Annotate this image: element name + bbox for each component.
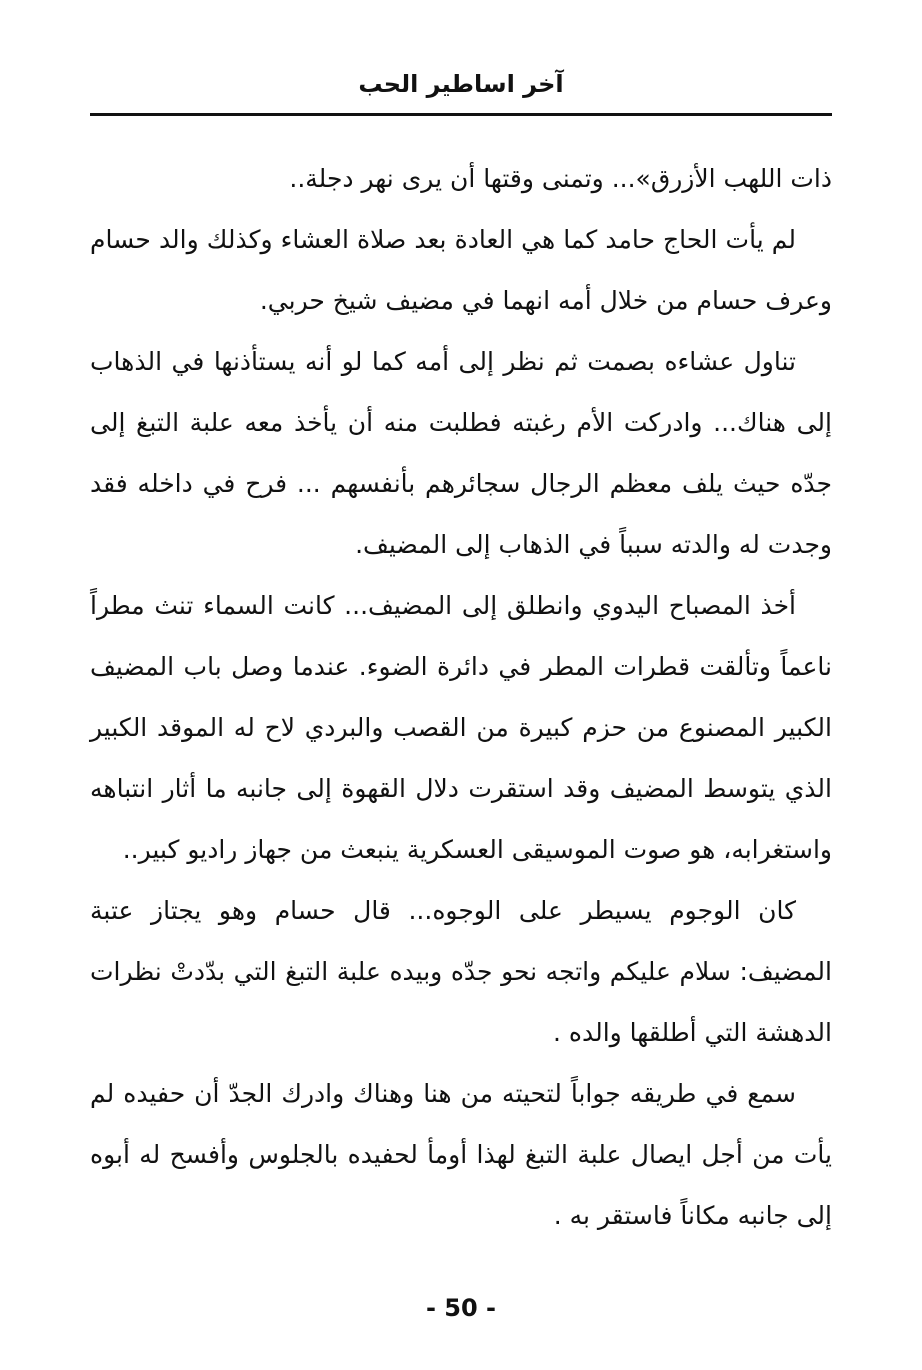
page-number: - 50 - bbox=[425, 1294, 497, 1322]
paragraph: لم يأت الحاج حامد كما هي العادة بعد صلاة العشاء وكذلك والد حسام وعرف حسام من خلال أمه انهما في مضيف شيخ حربي. bbox=[90, 225, 832, 315]
paragraph: ذات اللهب الأزرق»... وتمنى وقتها أن يرى نهر دجلة.. bbox=[289, 164, 832, 193]
paragraph: كان الوجوم يسيطر على الوجوه... قال حسام وهو يجتاز عتبة المضيف: سلام عليكم واتجه نحو جدّه وبيده علبة التبغ التي بدّدتْ نظرات الدهشة التي أطلقها والده . bbox=[90, 896, 832, 1047]
header-divider bbox=[90, 113, 832, 116]
paragraph: تناول عشاءه بصمت ثم نظر إلى أمه كما لو أنه يستأذنها في الذهاب إلى هناك... وادركت الأم رغبته فطلبت منه أن يأخذ معه علبة التبغ إلى جدّه حيث يلف معظم الرجال سجائرهم بأنفسهم ... فرح في داخله فقد وجدت له والدته سبباً في الذهاب إلى المضيف. bbox=[90, 347, 832, 559]
paragraph: سمع في طريقه جواباً لتحيته من هنا وهناك وادرك الجدّ أن حفيده لم يأت من أجل ايصال علبة التبغ لهذا أومأ لحفيده بالجلوس وأفسح له أبوه إلى جانبه مكاناً فاستقر به . bbox=[90, 1079, 832, 1230]
body-text bbox=[90, 148, 832, 1246]
paragraph: أخذ المصباح اليدوي وانطلق إلى المضيف... كانت السماء تنث مطراً ناعماً وتألقت قطرات المطر في دائرة الضوء. عندما وصل باب المضيف الكبير المصنوع من حزم كبيرة من القصب والبردي لاح له الموقد الكبير الذي يتوسط المضيف وقد استقرت دلال القهوة إلى جانبه ما أثار انتباهه واستغرابه، هو صوت الموسيقى العسكرية ينبعث من جهاز راديو كبير.. bbox=[90, 591, 832, 864]
running-header-title: آخر اساطير الحب bbox=[358, 70, 564, 98]
